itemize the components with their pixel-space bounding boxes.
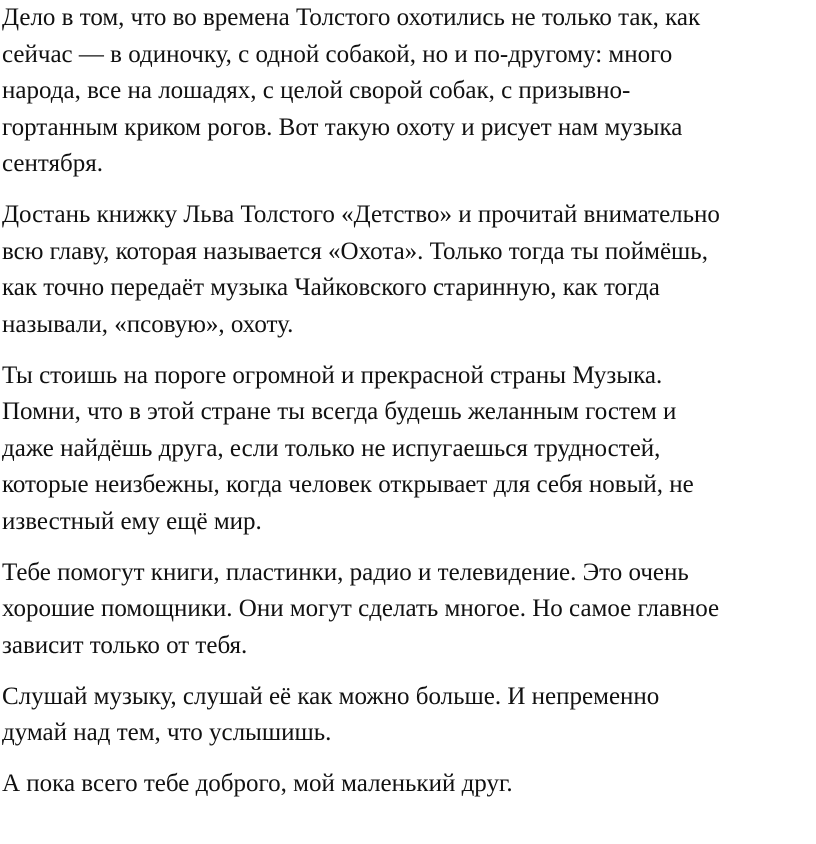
paragraph-2 xyxy=(2,197,814,343)
text-line: Тебе помогут книги, пластинки, радио и телевидение. Это очень xyxy=(2,558,689,586)
text-line: хорошие помощники. Они могут сделать многое. Но самое главное xyxy=(2,595,720,622)
text-line: зависит только от тебя. xyxy=(2,631,248,659)
text-line: сентября. xyxy=(2,150,103,177)
text-line: как точно передаёт музыка Чайковского старинную, как тогда xyxy=(2,274,660,301)
document-page xyxy=(2,0,814,817)
text-line: Помни, что в этой стране ты всегда будешь желанным гостем и xyxy=(2,398,677,425)
text-line: А пока всего тебе доброго, мой маленький друг. xyxy=(2,770,513,797)
text-line: сейчас — в одиночку, с одной собакой, но и по-другому: много xyxy=(2,40,673,68)
text-line: Достань книжку Льва Толстого «Детство» и прочитай внимательно xyxy=(2,201,720,228)
text-line: известный ему ещё мир. xyxy=(2,507,262,535)
paragraph-6 xyxy=(2,766,814,803)
paragraph-4 xyxy=(2,555,814,665)
text-line: Ты стоишь на пороге огромной и прекрасной страны Музыка. xyxy=(2,361,663,389)
text-line: народа, все на лошадях, с целой сворой собак, с призывно- xyxy=(2,77,631,104)
text-line: которые неизбежны, когда человек открывает для себя новый, не xyxy=(2,471,694,498)
text-line: гортанным криком рогов. Вот такую охоту и рисует нам музыка xyxy=(2,113,683,141)
text-line: называли, «псовую», охоту. xyxy=(2,310,294,338)
text-line: думай над тем, что услышишь. xyxy=(2,719,332,746)
text-line: Слушай музыку, слушай её как можно больше. И непременно xyxy=(2,682,660,710)
paragraph-3 xyxy=(2,358,814,541)
text-line: даже найдёшь друга, если только не испугаешься трудностей, xyxy=(2,434,661,462)
paragraph-5 xyxy=(2,679,814,752)
text-line: Дело в том, что во времена Толстого охотились не только так, как xyxy=(2,4,701,31)
text-line: всю главу, которая называется «Охота». Только тогда ты поймёшь, xyxy=(2,237,708,265)
paragraph-1 xyxy=(2,0,814,183)
